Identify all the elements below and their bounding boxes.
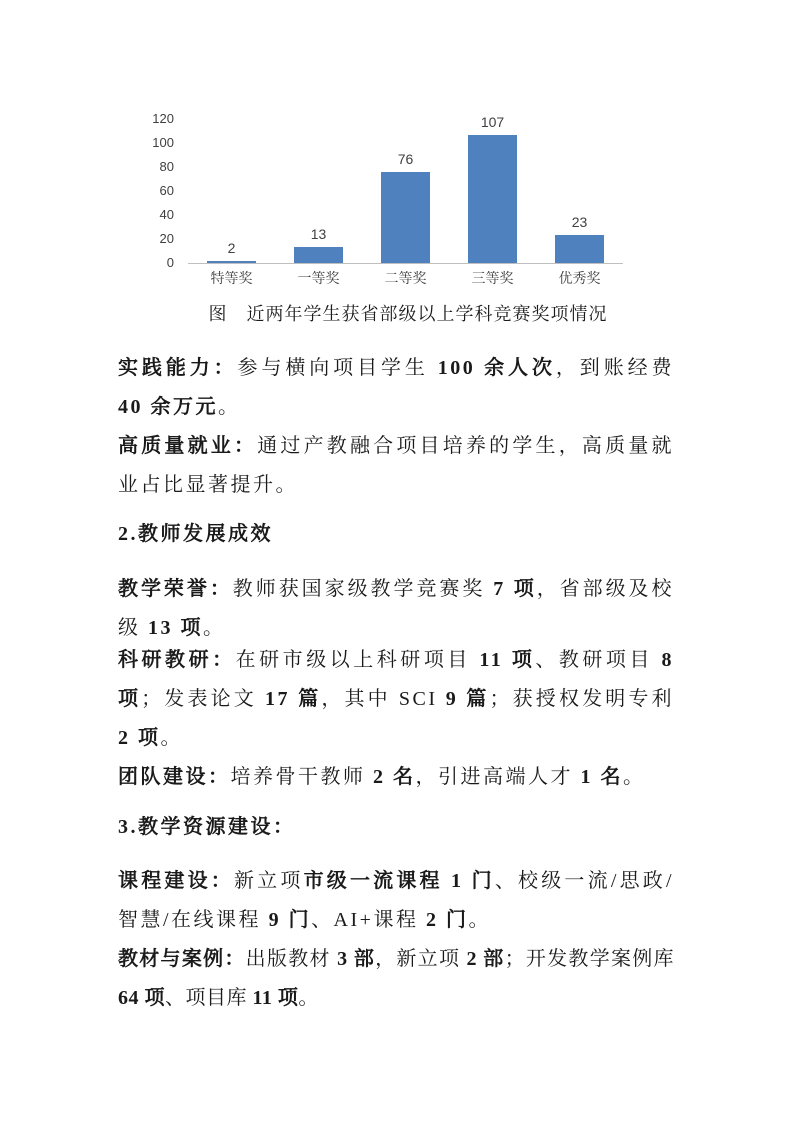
text-run: ，省部级及校级 <box>118 578 675 639</box>
paragraph <box>118 758 674 797</box>
text-run: 11 项 <box>479 649 536 671</box>
text-run: 市级一流课程 1 门 <box>303 870 495 892</box>
text-run: 教师获国家级教学竞赛奖 <box>232 578 494 600</box>
text-run: 培养骨干教师 <box>230 766 373 788</box>
text-run: 9 篇 <box>445 688 490 710</box>
text-run: 1 名 <box>580 766 623 788</box>
text-run: 2.教师发展成效 <box>118 523 273 545</box>
chart-column <box>536 213 623 263</box>
chart-category-label: 特等奖 <box>210 270 253 286</box>
paragraph <box>118 570 674 648</box>
text-run: 9 门 <box>268 909 312 931</box>
chart-bar <box>468 135 517 263</box>
text-run: 实践能力： <box>118 357 238 379</box>
text-run: 团队建设： <box>118 766 231 788</box>
text-run: ；获授权发明专利 <box>489 688 675 710</box>
chart-value-label: 13 <box>310 226 327 242</box>
text-run: 2 名 <box>373 766 416 788</box>
text-run: 。 <box>298 987 319 1009</box>
text-run: 教学荣誉： <box>118 578 233 600</box>
awards-bar-chart <box>108 98 674 330</box>
text-run: ；开发教学案例库 <box>504 948 675 970</box>
text-run: 科研教研： <box>118 649 236 671</box>
text-run: ，新立项 <box>375 948 467 970</box>
text-run: 、教研项目 <box>535 649 662 671</box>
text-run: 2 门 <box>425 909 469 931</box>
paragraph <box>118 349 674 427</box>
chart-column <box>449 113 536 263</box>
text-run: 。 <box>203 617 226 639</box>
chart-plot <box>152 111 623 270</box>
text-run: 。 <box>218 396 241 418</box>
text-run: 。 <box>468 909 491 931</box>
paragraph <box>118 641 674 758</box>
chart-x-axis <box>188 268 623 288</box>
text-run: 、校级一流/思政/智慧/在线课程 <box>118 870 675 931</box>
paragraph <box>118 940 674 1018</box>
text-run: 2 部 <box>466 948 505 970</box>
chart-value-label: 107 <box>480 114 505 130</box>
chart-column <box>362 150 449 263</box>
text-run: 出版教材 <box>245 948 338 970</box>
chart-bar <box>207 261 256 263</box>
text-run: ；发表论文 <box>141 688 266 710</box>
chart-column <box>188 239 275 263</box>
text-run: 高质量就业： <box>118 435 258 457</box>
text-run: 13 项 <box>148 617 203 639</box>
chart-category-label: 二等奖 <box>384 270 427 286</box>
text-run: 教材与案例： <box>118 948 246 970</box>
chart-y-tick-label: 20 <box>159 231 174 246</box>
chart-value-label: 76 <box>397 151 414 167</box>
paragraph <box>118 427 674 505</box>
text-run: 64 项 <box>118 987 165 1009</box>
chart-bar <box>294 247 343 263</box>
text-run: 。 <box>623 766 646 788</box>
chart-category-label: 三等奖 <box>471 270 514 286</box>
paragraph <box>118 862 674 940</box>
text-run: ，到账经费 <box>555 357 675 379</box>
text-run: ，引进高端人才 <box>415 766 581 788</box>
text-run: 40 余万元 <box>118 396 218 418</box>
chart-bar <box>381 172 430 263</box>
text-run: 17 篇 <box>265 688 322 710</box>
text-run: 11 项 <box>252 987 299 1009</box>
text-run: 100 余人次 <box>437 357 556 379</box>
text-run: 3 部 <box>337 948 376 970</box>
chart-category-label: 优秀奖 <box>558 270 601 286</box>
chart-bar <box>555 235 604 263</box>
chart-value-label: 23 <box>571 214 588 230</box>
chart-y-tick-label: 0 <box>166 255 174 270</box>
document-body <box>118 349 674 1018</box>
text-run: 、项目库 <box>165 987 253 1009</box>
chart-y-tick-label: 80 <box>159 159 174 174</box>
chart-value-label: 2 <box>227 240 236 256</box>
chart-category-label: 一等奖 <box>297 270 340 286</box>
section-heading <box>118 808 674 847</box>
chart-y-tick-label: 60 <box>159 183 174 198</box>
text-run: 新立项 <box>233 870 304 892</box>
text-run: 3.教学资源建设： <box>118 816 296 838</box>
chart-y-tick-label: 120 <box>152 111 174 126</box>
chart-caption: 图 近两年学生获省部级以上学科竞赛奖项情况 <box>208 304 608 324</box>
text-run: 。 <box>160 727 183 749</box>
text-run: 、AI+课程 <box>311 909 426 931</box>
text-run: 7 项 <box>493 578 537 600</box>
chart-y-tick-label: 40 <box>159 207 174 222</box>
text-run: ，其中 SCI <box>321 688 446 710</box>
section-heading <box>118 515 674 554</box>
text-run: 8 项 <box>118 649 675 710</box>
text-run: 参与横向项目学生 <box>237 357 438 379</box>
text-run: 在研市级以上科研项目 <box>235 649 480 671</box>
text-run: 课程建设： <box>118 870 234 892</box>
chart-y-tick-label: 100 <box>152 135 174 150</box>
text-run: 通过产教融合项目培养的学生，高质量就业占比显著提升。 <box>118 435 675 496</box>
text-run: 2 项 <box>118 727 161 749</box>
chart-column <box>275 225 362 263</box>
